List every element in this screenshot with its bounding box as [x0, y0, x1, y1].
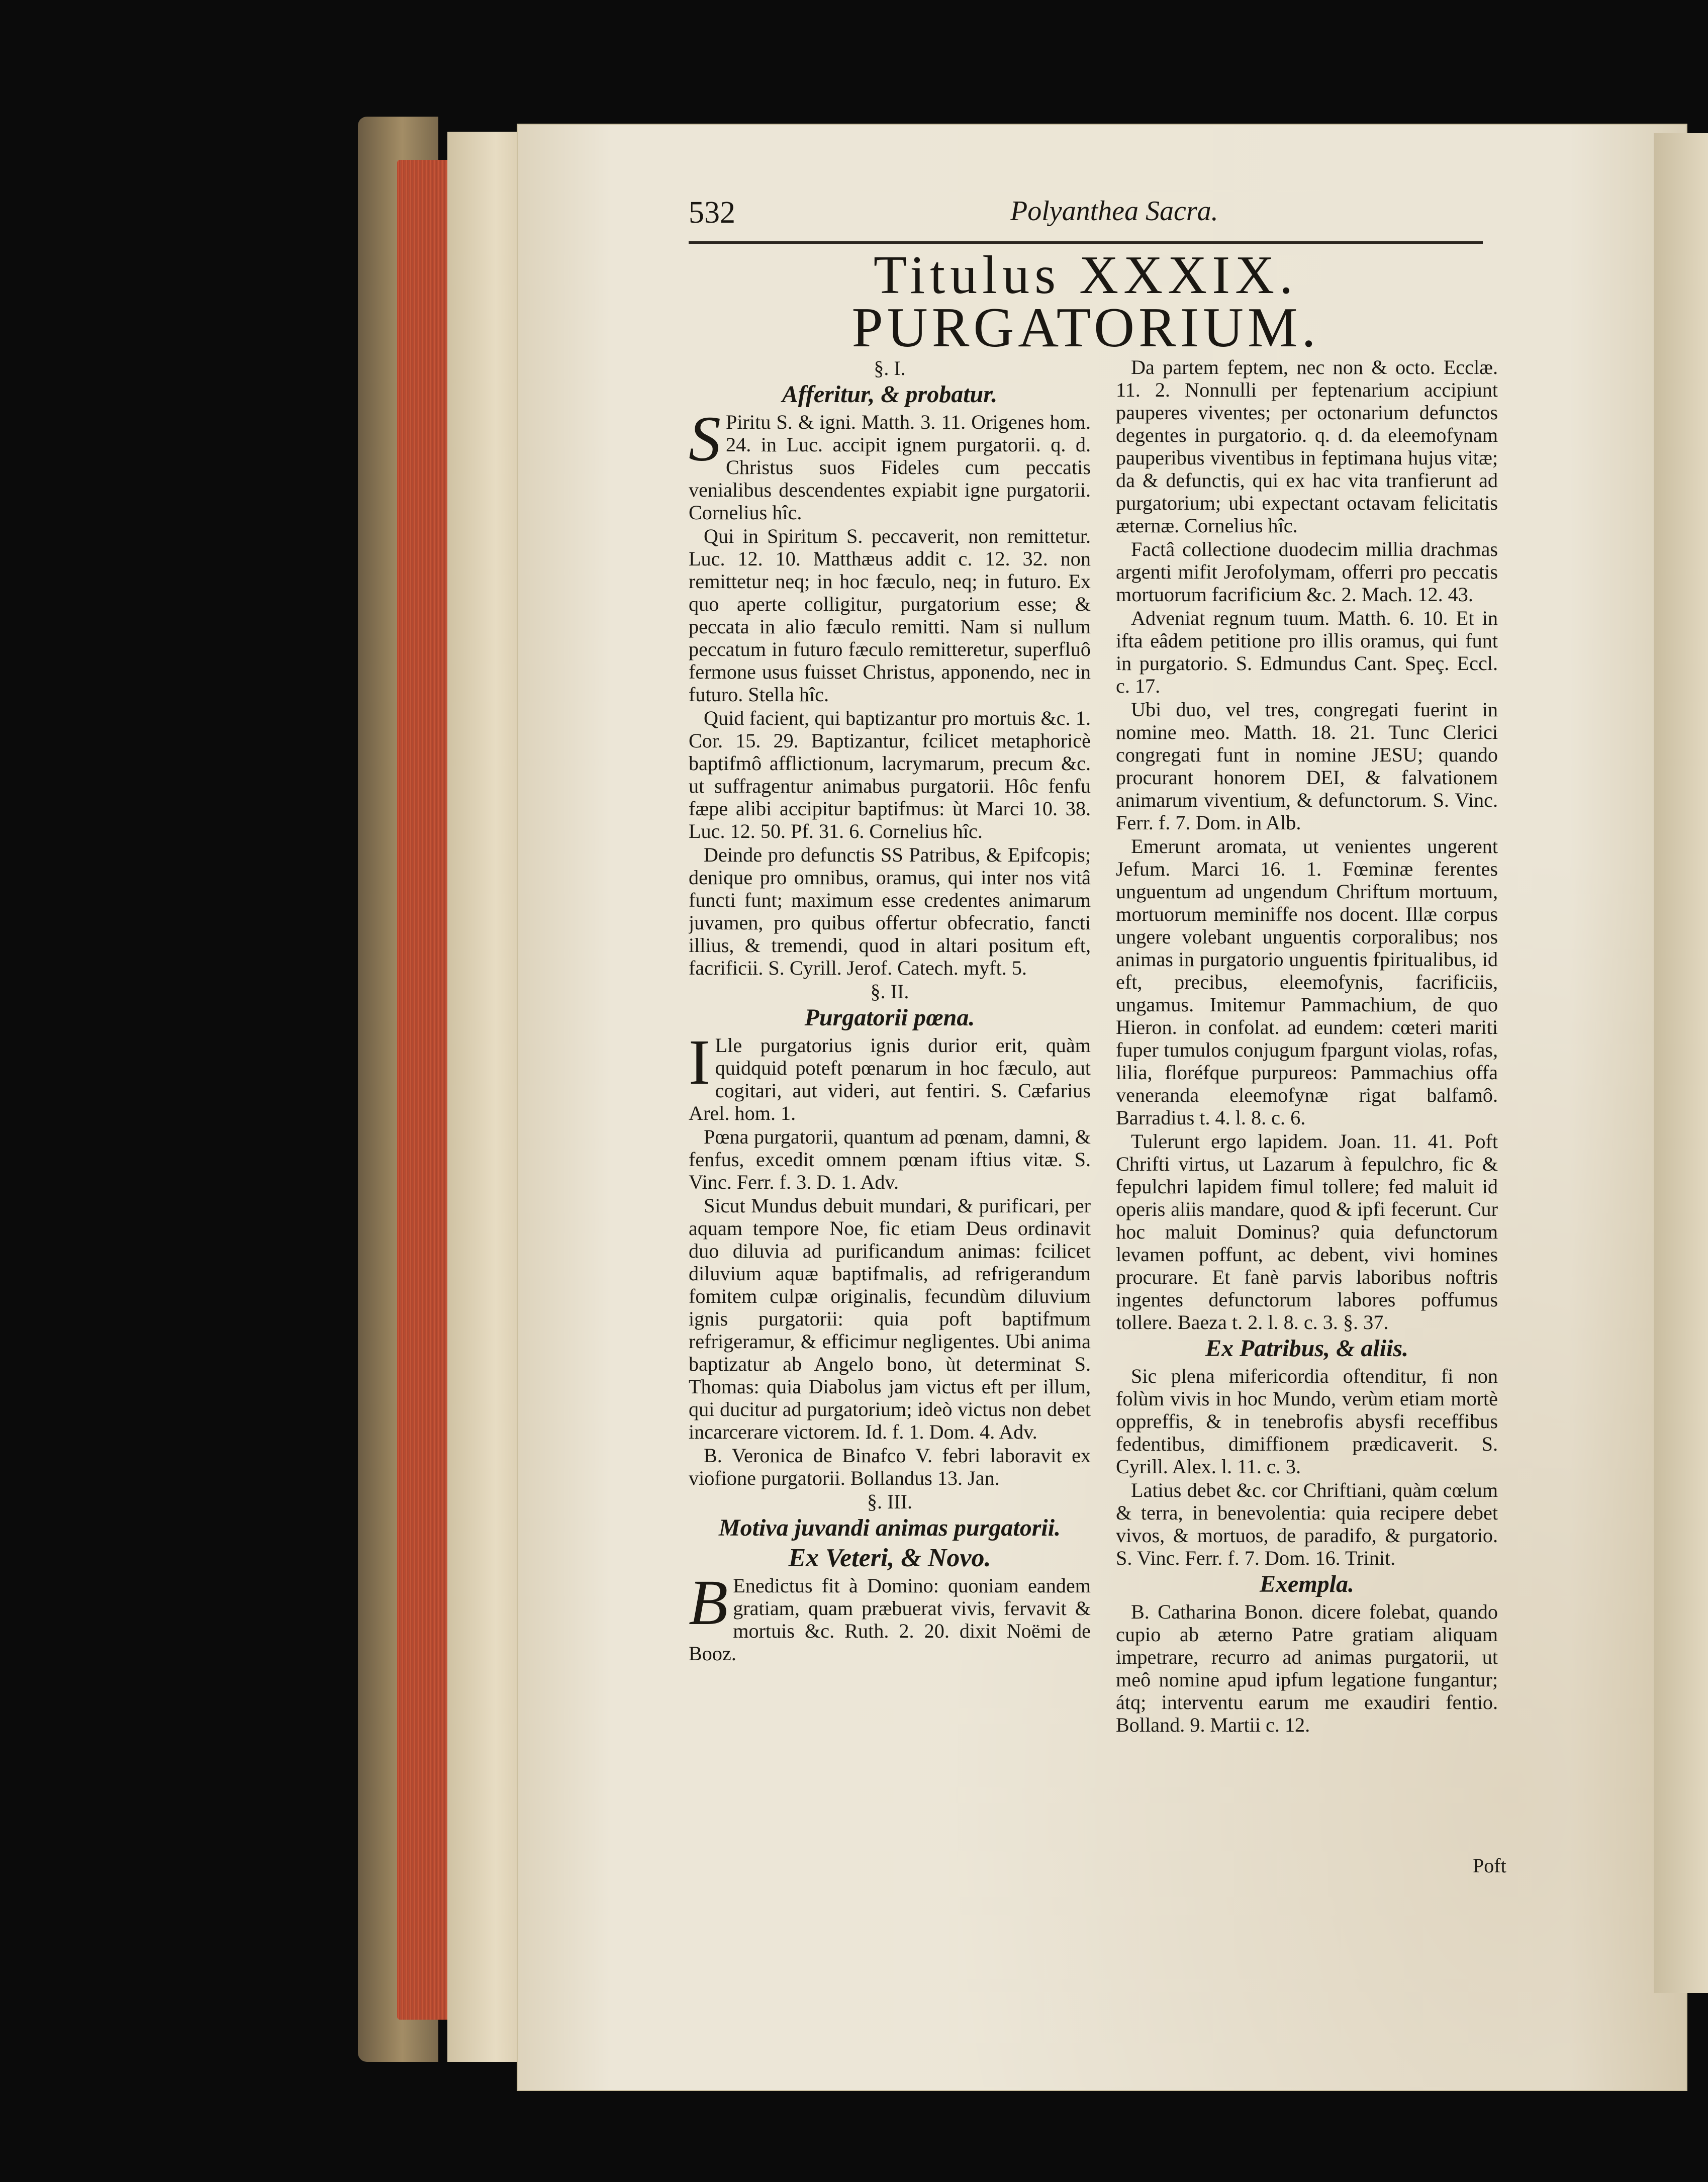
paragraph: Qui in Spiritum S. peccaverit, non remittetur. Luc. 12. 10. Matthæus addit c. 12. 32. non remittetur neq; in hoc fæculo, neq; in futuro. Ex quo aperte colligitur, purgatorium esse; & peccata in alio fæculo remitti. Nam si nullum peccatum in futuro fæculo remitteretur, superfluô fermone usus fuisset Christus, apponendo, nec in futuro. Stella hîc. [689, 525, 1091, 706]
paragraph: Factâ collectione duodecim millia drachmas argenti mifit Jerofolymam, offerri pro peccatis mortuorum facrificium &c. 2. Mach. 12. 43. [1116, 538, 1498, 606]
title-number: Titulus XXXIX. [873, 245, 1298, 305]
running-head [689, 195, 1493, 235]
paragraph: B. Veronica de Binafco V. febri laboravit ex viofione purgatorii. Bollandus 13. Jan. [689, 1444, 1091, 1489]
paragraph: Da partem feptem, nec non & octo. Ecclæ. 11. 2. Nonnulli per feptenarium accipiunt pauperes viventes; per octonarium defunctos degentes in purgatorio. q. d. da eleemofynam pauperibus viventibus in feptimana hujus vitæ; da & defunctis, qui ex hac vita tranfierunt ad purgatorium; ubi expectant octavam felicitatis æternæ. Cornelius hîc. [1116, 356, 1498, 537]
paragraph: S Piritu S. & igni. Matth. 3. 11. Origenes hom. 24. in Luc. accipit ignem purgatorii. q. d. Christus suos Fideles cum peccatis venialibus descendentes expiabit igne purgatorii. Cornelius hîc. [689, 403, 1091, 524]
subheading-examples: Exempla. [1260, 1571, 1354, 1597]
catchword: Poft [1473, 1854, 1506, 1877]
section-mark-3: §. III. [867, 1490, 912, 1513]
header-rule [689, 241, 1483, 244]
paragraph: Ubi duo, vel tres, congregati fuerint in nomine meo. Matth. 18. 21. Tunc Clerici congregati funt in nomine JESU; quando procurant honorem DEI, & falvationem animarum viventium, & defunctorum. S. Vinc. Ferr. f. 7. Dom. in Alb. [1116, 698, 1498, 834]
section-mark-2: §. II. [870, 980, 909, 1003]
paragraph: Quid facient, qui baptizantur pro mortuis &c. 1. Cor. 15. 29. Baptizantur, fcilicet metaphoricè baptifmô afflictionum, lacrymarum, precum &c. ut suffragentur animabus purgatorii. Hôc fenfu fæpe alibi accipitur baptifmus: ùt Marci 10. 38. Luc. 12. 50. Pf. 31. 6. Cornelius hîc. [689, 707, 1091, 842]
running-title: Polyanthea Sacra. [1010, 196, 1218, 227]
paragraph: Sicut Mundus debuit mundari, & purificari, per aquam tempore Noe, fic etiam Deus ordinavit duo diluvia ad purificandum animas: fcilicet diluvium aquæ baptifmalis, ad refrigerandum fomitem culpæ originalis, fecundùm diluvium ignis purgatorii: quia poft baptifmum refrigeramur, & efficimur negligentes. Ubi anima baptizatur ab Angelo bono, ùt determinat S. Thomas: quia Diabolus jam victus eft per illum, qui ducitur ad purgatorium; ideò victus non debet incarcerare victorem. Id. f. 1. Dom. 4. Adv. [689, 1194, 1091, 1443]
paragraph: Pœna purgatorii, quantum ad pœnam, damni, & fenfus, excedit omnem pœnam iftius vitæ. S. Vinc. Ferr. f. 3. D. 1. Adv. [689, 1125, 1091, 1193]
left-column [689, 356, 1091, 1864]
drop-cap: I [689, 1026, 710, 1098]
facing-page-edge [1654, 133, 1708, 1993]
paragraph: Latius debet &c. cor Chriftiani, quàm cœlum & terra, in benevolentia: quia recipere debet vivos, & mortuos, de paradifo, & purgatorio. S. Vinc. Ferr. f. 7. Dom. 16. Trinit. [1116, 1479, 1498, 1569]
paragraph: Sic plena mifericordia oftenditur, fi non folùm vivis in hoc Mundo, verùm etiam mortè oppreffis, & in tenebrofis abysfi receffibus fedentibus, dimiffionem prædicaverit. S. Cyrill. Alex. l. 11. c. 3. [1116, 1365, 1498, 1478]
page-stack [447, 132, 528, 2062]
right-column [1116, 356, 1498, 1864]
section-heading-2: Purgatorii pœna. [804, 1004, 975, 1031]
section-subheading-3: Ex Veteri, & Novo. [788, 1544, 991, 1572]
paragraph: Tulerunt ergo lapidem. Joan. 11. 41. Poft Chrifti virtus, ut Lazarum à fepulchro, fic & fepulchri lapidem fimul tollere; fed maluit id operis aliis mandare, quod & ipfi fecerunt. Cur hoc maluit Dominus? quia defunctorum levamen poffunt, ac debent, vivi homines procurare. Et fanè parvis laboribus noftris ingentes defunctorum labores poffumus tollere. Baeza t. 2. l. 8. c. 3. §. 37. [1116, 1130, 1498, 1334]
paragraph: Adveniat regnum tuum. Matth. 6. 10. Et in ifta eâdem petitione pro illis oramus, qui funt in purgatorio. S. Edmundus Cant. Speç. Eccl. c. 17. [1116, 607, 1498, 697]
paragraph: Emerunt aromata, ut venientes ungerent Jefum. Marci 16. 1. Fœminæ ferentes unguentum ad ungendum Chriftum mortuum, mortuorum meminiffe nos docent. Illæ corpus ungere volebant unguentis corporalibus; nos animas in purgatorio unguentis fpiritualibus, id eft, precibus, eleemofynis, facrificiis, ungamus. Imitemur Pammachium, de quo Hieron. in confolat. ad eundem: cœteri mariti fuper tumulos conjugum fpargunt violas, rofas, lilia, floréfque purpureos: Pammachius offa veneranda eleemofynæ rigat balfamô. Barradius t. 4. l. 8. c. 6. [1116, 835, 1498, 1129]
title-main: PURGATORIUM. [851, 297, 1320, 359]
subheading-fathers: Ex Patribus, & aliis. [1205, 1335, 1409, 1362]
drop-cap: S [689, 403, 721, 475]
section-heading-3: Motiva juvandi animas purgatorii. [718, 1514, 1061, 1541]
section-mark-1: §. I. [874, 357, 906, 380]
red-page-edges [397, 160, 452, 2020]
paragraph: B Enedictus fit à Domino: quoniam eandem gratiam, quam præbuerat vivis, fervavit & mortuis &c. Ruth. 2. 20. dixit Noëmi de Booz. [689, 1567, 1091, 1665]
paragraph: I Lle purgatorius ignis durior erit, quàm quidquid poteft pœnarum in hoc fæculo, aut cogitari, aut videri, aut fentiri. S. Cæfarius Arel. hom. 1. [689, 1026, 1091, 1124]
section-heading-1: Afferitur, & probatur. [782, 381, 998, 408]
page-number: 532 [689, 196, 735, 230]
paragraph: B. Catharina Bonon. dicere folebat, quando cupio ab æterno Patre gratiam aliquam impetrare, recurro ad animas purgatorii, ut meô nomine apud ipfum legatione fungantur; átq; interventu earum me exaudiri fentio. Bolland. 9. Martii c. 12. [1116, 1600, 1498, 1736]
drop-cap: B [689, 1567, 728, 1638]
paragraph: Deinde pro defunctis SS Patribus, & Epifcopis; denique pro omnibus, oramus, qui inter nos vitâ functi funt; maximum esse credentes animarum juvamen, pro quibus offertur obfecratio, fancti illius, & tremendi, quod in altari positum eft, facrificii. S. Cyrill. Jerof. Catech. myft. 5. [689, 843, 1091, 979]
